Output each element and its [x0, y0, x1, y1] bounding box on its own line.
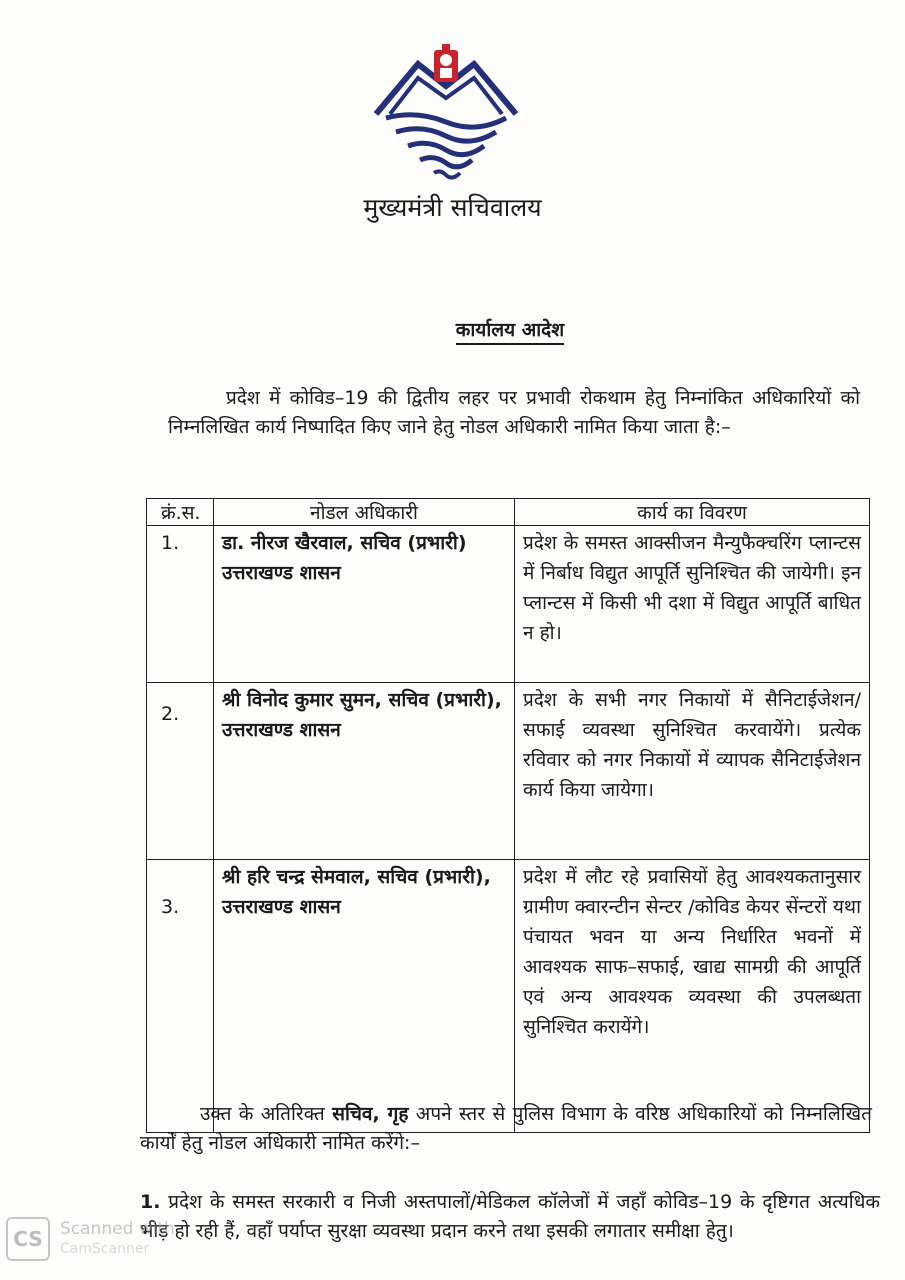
officer-name: श्री हरि चन्द्र सेमवाल, सचिव (प्रभारी), उत्तराखण्ड शासन	[214, 860, 515, 1133]
point-item	[140, 1188, 880, 1246]
home-secretary-emphasis: सचिव, गृह	[332, 1103, 409, 1125]
order-title: कार्यालय आदेश	[0, 316, 905, 342]
scanner-watermark	[6, 1217, 231, 1263]
nodal-officers-table	[146, 498, 870, 1133]
watermark-text: Scanned with	[60, 1219, 175, 1239]
point-number: 1.	[140, 1191, 161, 1213]
table-row	[147, 683, 870, 860]
column-header-officer: नोडल अधिकारी	[214, 499, 515, 526]
table-header-row	[147, 499, 870, 526]
serial-number: 3.	[147, 860, 214, 1133]
column-header-description: कार्य का विवरण	[515, 499, 870, 526]
task-description: प्रदेश के सभी नगर निकायों में सैनिटाईजेशन/सफाई व्यवस्था सुनिश्चित करवायेंगे। प्रत्येक रविवार को नगर निकायों में व्यापक सैनिटाईजेशन कार्य किया जायेगा।	[515, 683, 870, 860]
point-text: प्रदेश के समस्त सरकारी व निजी अस्तपालों/मेडिकल कॉलेजों में जहाँ कोविड–19 के दृष्टिगत अत्यधिक भीड़ हो रही हैं, वहाँ पर्याप्त सुरक्षा व्यवस्था प्रदान करने तथा इसकी लगातार समीक्षा हेतु।	[140, 1191, 880, 1242]
table-row	[147, 860, 870, 1133]
camscanner-logo-icon: CS	[6, 1217, 50, 1261]
serial-number: 1.	[147, 526, 214, 683]
table-row	[147, 526, 870, 683]
task-description: प्रदेश के समस्त आक्सीजन मैन्युफैक्चरिंग प्लान्टस में निर्बाध विद्युत आपूर्ति सुनिश्चित की जायेगी। इन प्लान्टस में किसी भी दशा में विद्युत आपूर्ति बाधित न हो।	[515, 526, 870, 683]
serial-number: 2.	[147, 683, 214, 860]
officer-name: श्री विनोद कुमार सुमन, सचिव (प्रभारी), उत्तराखण्ड शासन	[214, 683, 515, 860]
officer-name: डा. नीरज खैरवाल, सचिव (प्रभारी) उत्तराखण्ड शासन	[214, 526, 515, 683]
office-name-heading: मुख्यमंत्री सचिवालय	[363, 193, 542, 222]
column-header-serial: क्रं.स.	[147, 499, 214, 526]
task-description: प्रदेश में लौट रहे प्रवासियों हेतु आवश्यकतानुसार ग्रामीण क्वारन्टीन सेन्टर /कोविड केयर सेंन्टरों यथा पंचायत भवन या अन्य निर्धारित भवनों में आवश्यक साफ–सफाई, खाद्य सामग्री की आपूर्ति एवं अन्य आवश्यक व्यवस्था की उपलब्धता सुनिश्चित करायेंगे।	[515, 860, 870, 1133]
additional-paragraph: उक्त के अतिरिक्त सचिव, गृह अपने स्तर से पुलिस विभाग के वरिष्ठ अधिकारियों को निम्नलिखित कार्यों हेतु नोडल अधिकारी नामित करेंगे:–	[140, 1103, 872, 1154]
uttarakhand-emblem-icon	[372, 40, 520, 185]
watermark-subtext: CamScanner	[60, 1241, 150, 1257]
intro-paragraph: प्रदेश में कोविड–19 की द्वितीय लहर पर प्रभावी रोकथाम हेतु निम्नांकित अधिकारियों को निम्नलिखित कार्य निष्पादित किए जाने हेतु नोडल अधिकारी नामित किया जाता है:–	[168, 387, 860, 438]
